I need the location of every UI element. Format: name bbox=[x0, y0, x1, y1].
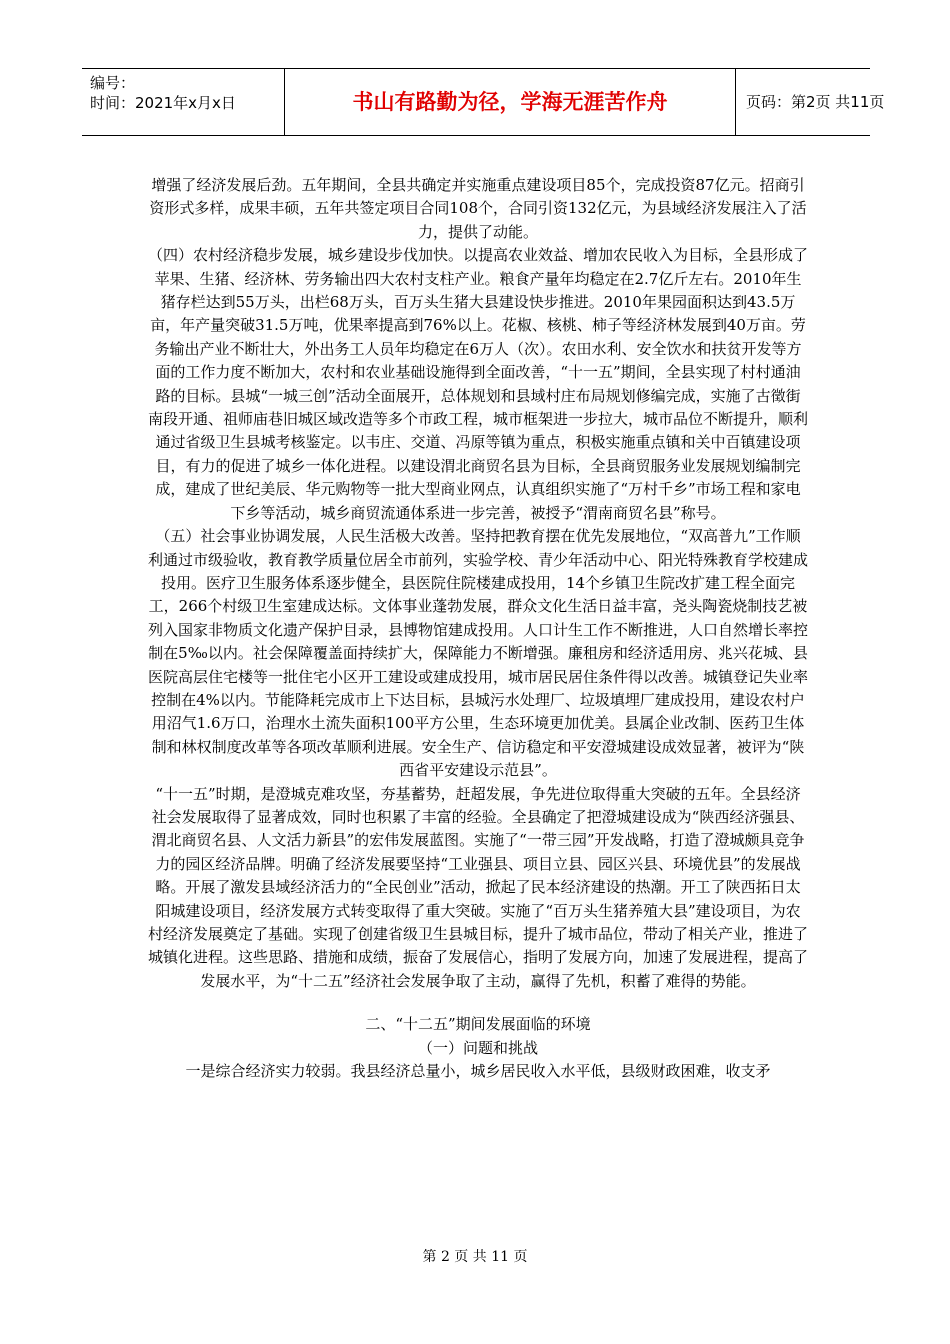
page-footer: 第 2 页 共 11 页 bbox=[422, 1249, 528, 1265]
section-heading: 二、“十二五”期间发展面临的环境 bbox=[365, 1015, 591, 1034]
subsection-heading: （一）问题和挑战 bbox=[417, 1038, 538, 1057]
document-date-label: 时间：2021年x月x日 bbox=[90, 94, 236, 112]
paragraph-problems: 一是综合经济实力较弱。我县经济总量小，城乡居民收入水平低，县级财政困难，收支矛 bbox=[185, 1062, 771, 1081]
header-page-number: 页码：第2页 共11页 bbox=[746, 93, 885, 111]
document-body bbox=[148, 174, 808, 1083]
header-motto: 书山有路勤为径，学海无涯苦作舟 bbox=[284, 69, 736, 135]
paragraph-rural-economy: （四）农村经济稳步发展，城乡建设步伐加快。以提高农业效益、增加农民收入为目标，全县形成了苹果、生猪、经济林、劳务输出四大农村支柱产业。粮食产量年均稳定在2.7亿斤左右。2010年生猪存栏达到55万头，出栏68万头，百万头生猪大县建设快步推进。2010年果园面积达到43.5万亩，年产量突破31.5万吨，优果率提高到76%以上。花椒、核桃、柿子等经济林发展到40万亩。劳务输出产业不断壮大，外出务工人员年均稳定在6万人（次）。农田水利、安全饮水和扶贫开发等方面的工作力度不断加大，农村和农业基础设施得到全面改善，“十一五”期间，全县实现了村村通油路的目标。县城“一城三创”活动全面展开，总体规划和县域村庄布局规划修编完成，实施了古徵街南段开通、祖师庙巷旧城区域改造等多个市政工程，城市框架进一步拉大，城市品位不断提升，顺利通过省级卫生县城考核鉴定。以韦庄、交道、冯原等镇为重点，积极实施重点镇和关中百镇建设项目，有力的促进了城乡一体化进程。以建设渭北商贸名县为目标，全县商贸服务业发展规划编制完成，建成了世纪美辰、华元购物等一批大型商业网点，认真组织实施了“万村千乡”市场工程和家电下乡等活动，城乡商贸流通体系进一步完善，被授予“渭南商贸名县”称号。 bbox=[148, 246, 809, 522]
paragraph-eleventh-five-year-summary: “十一五”时期，是澄城克难攻坚，夯基蓄势，赶超发展，争先进位取得重大突破的五年。全县经济社会发展取得了显著成效，同时也积累了丰富的经验。全县确定了把澄城建设成为“陕西经济强县、渭北商贸名县、人文活力新县”的宏伟发展蓝图。实施了“一带三园”开发战略，打造了澄城颇具竞争力的园区经济品牌。明确了经济发展要坚持“工业强县、项目立县、园区兴县、环境优县”的发展战略。开展了激发县域经济活力的“全民创业”活动，掀起了民本经济建设的热潮。开工了陕西拓日太阳城建设项目，经济发展方式转变取得了重大突破。实施了“百万头生猪养殖大县”建设项目，为农村经济发展奠定了基础。实现了创建省级卫生县城目标，提升了城市品位，带动了相关产业，推进了城镇化进程。这些思路、措施和成绩，振奋了发展信心，指明了发展方向，加速了发展进程，提高了发展水平，为“十二五”经济社会发展争取了主动，赢得了先机，积蓄了难得的势能。 bbox=[148, 784, 809, 990]
paragraph-investment: 增强了经济发展后劲。五年期间，全县共确定并实施重点建设项目85个，完成投资87亿元。招商引资形式多样，成果丰硕，五年共签定项目合同108个，合同引资132亿元，为县域经济发展注入了活力，提供了动能。 bbox=[149, 176, 807, 241]
section-spacer bbox=[148, 993, 808, 1013]
document-number-label: 编号： bbox=[90, 74, 136, 92]
paragraph-social-development: （五）社会事业协调发展，人民生活极大改善。坚持把教育摆在优先发展地位，“双高普九”工作顺利通过市级验收，教育教学质量位居全市前列，实验学校、青少年活动中心、阳光特殊教育学校建成投用。医疗卫生服务体系逐步健全，县医院住院楼建成投用，14个乡镇卫生院改扩建工程全面完工，266个村级卫生室建成达标。文体事业蓬勃发展，群众文化生活日益丰富，尧头陶瓷烧制技艺被列入国家非物质文化遗产保护目录，县博物馆建成投用。人口计生工作不断推进，人口自然增长率控制在5‰以内。社会保障覆盖面持续扩大，保障能力不断增强。廉租房和经济适用房、兆兴花城、县医院高层住宅楼等一批住宅小区开工建设或建成投用，城市居民居住条件得以改善。城镇登记失业率控制在4%以内。节能降耗完成市上下达目标，县城污水处理厂、垃圾填埋厂建成投用，建设农村户用沼气1.6万口，治理水土流失面积100平方公里，生态环境更加优美。县属企业改制、医药卫生体制和林权制度改革等各项改革顺利进展。安全生产、信访稳定和平安澄城建设成效显著，被评为“陕西省平安建设示范县”。 bbox=[148, 527, 809, 780]
header-meta bbox=[82, 69, 282, 135]
document-header bbox=[82, 68, 885, 136]
